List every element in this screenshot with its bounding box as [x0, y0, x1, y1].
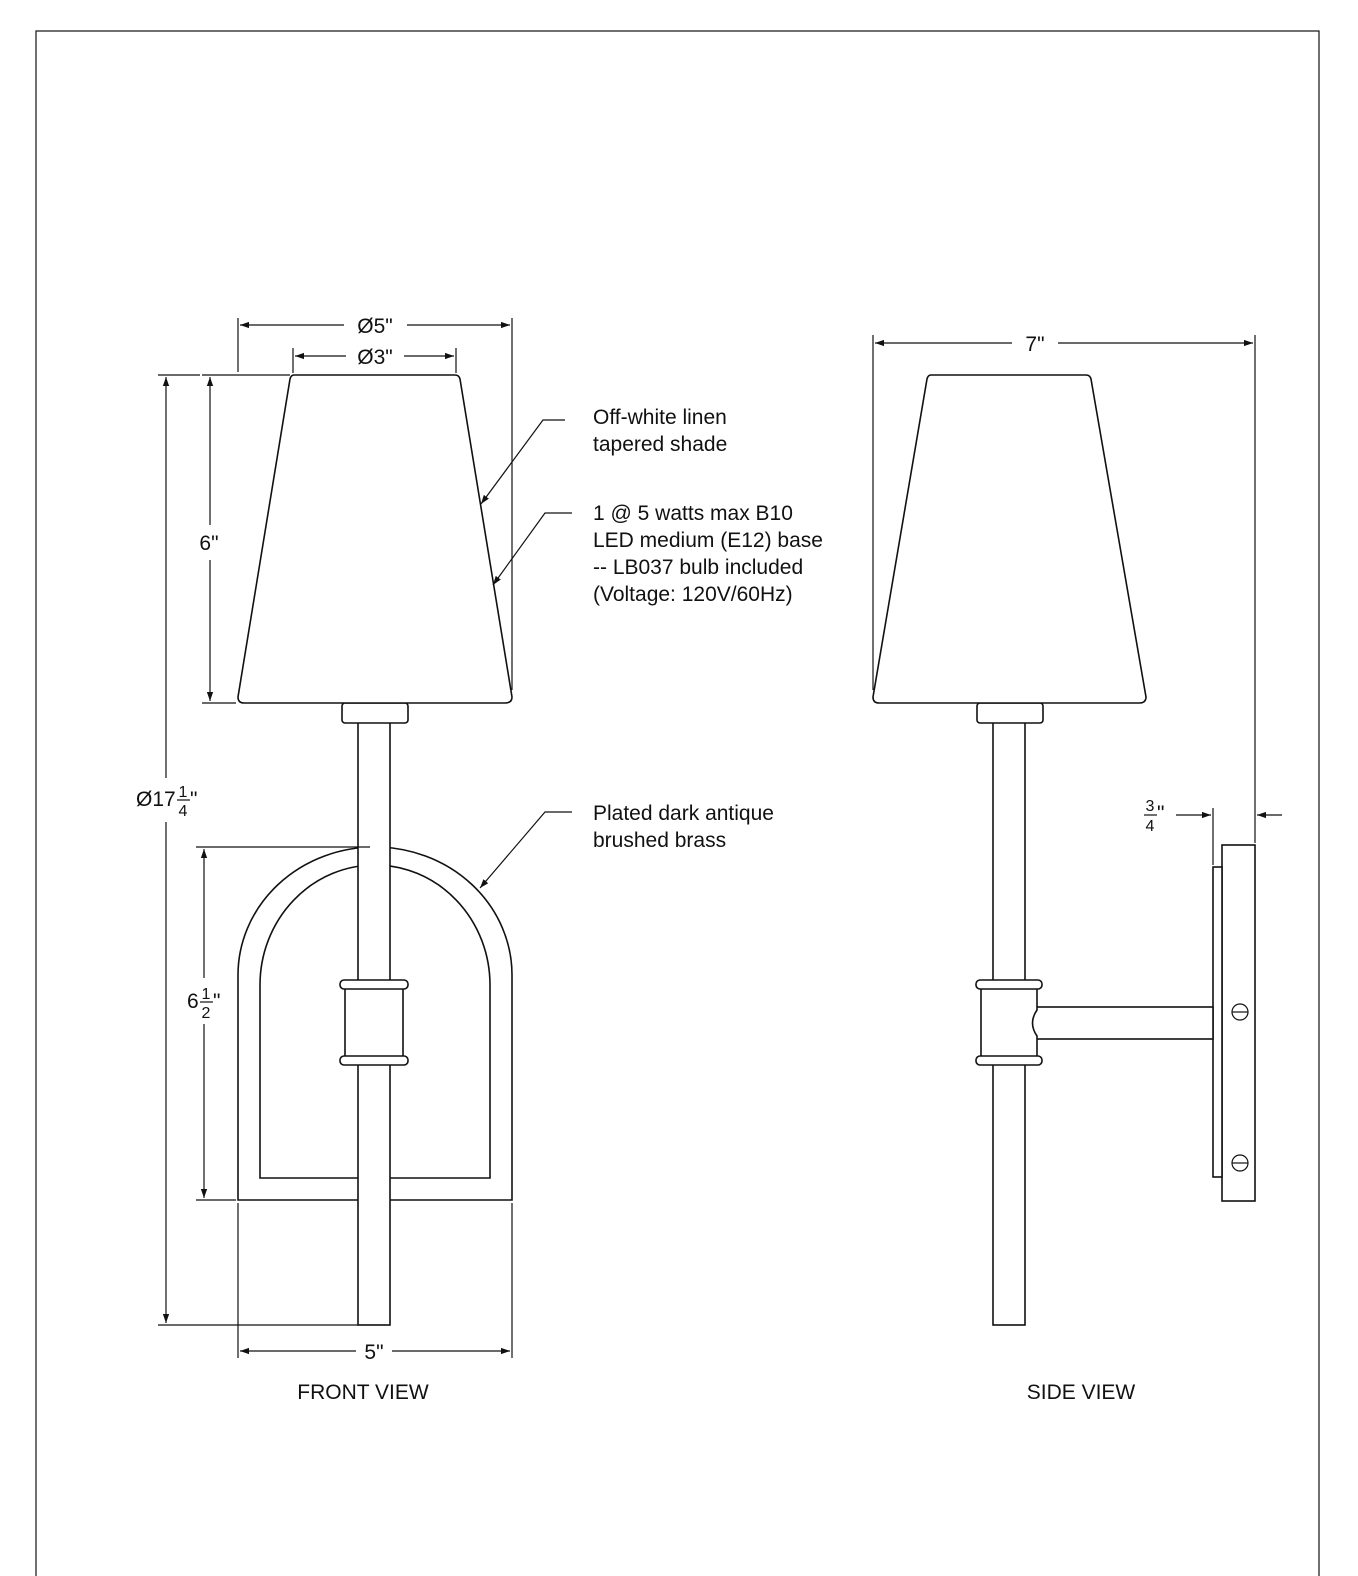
support-arm — [1030, 1007, 1213, 1039]
leader-shade — [481, 420, 565, 504]
dim-overall-height-whole: Ø17 — [136, 788, 176, 811]
note-bulb-line-4: (Voltage: 120V/60Hz) — [593, 583, 793, 606]
front-view-caption: FRONT VIEW — [297, 1381, 429, 1404]
tapered-shade — [238, 375, 512, 703]
dim-shade-height-label: 6" — [199, 532, 219, 555]
leader-bulb — [493, 513, 572, 585]
dim-backplate-height-num: 1 — [201, 986, 211, 1003]
note-bulb-line-3: -- LB037 bulb included — [593, 556, 804, 579]
dim-shade-top-label: Ø5" — [357, 315, 393, 338]
dim-overall-height-den: 4 — [178, 803, 188, 820]
dim-overall-height — [136, 784, 197, 820]
side-socket-cup — [977, 703, 1043, 723]
collar-ring-top — [340, 980, 408, 989]
note-finish-line-2: brushed brass — [593, 829, 727, 852]
dim-overall-height-unit: " — [190, 788, 198, 811]
note-bulb-line-2: LED medium (E12) base — [593, 529, 823, 552]
side-collar — [981, 985, 1037, 1061]
note-shade-line-2: tapered shade — [593, 433, 728, 456]
side-view-caption: SIDE VIEW — [1026, 1381, 1136, 1404]
dim-plate-depth — [1144, 798, 1164, 835]
leader-finish — [480, 812, 572, 888]
dim-plate-depth-den: 4 — [1145, 818, 1155, 835]
note-bulb-line-1: 1 @ 5 watts max B10 — [593, 502, 793, 525]
wall-plate — [1222, 845, 1255, 1201]
spec-notes — [593, 406, 823, 852]
dim-backplate-height — [187, 986, 220, 1022]
note-finish-line-1: Plated dark antique — [593, 802, 774, 825]
center-collar — [345, 985, 403, 1061]
dim-width-label: 5" — [364, 1341, 384, 1364]
side-view — [873, 333, 1282, 1404]
dim-plate-depth-num: 3 — [1145, 798, 1155, 815]
collar-ring-bottom — [340, 1056, 408, 1065]
side-tapered-shade — [873, 375, 1146, 703]
dim-backplate-height-den: 2 — [201, 1005, 211, 1022]
dim-extension-label: 7" — [1025, 333, 1045, 356]
wall-plate-edge — [1213, 867, 1222, 1177]
note-shade-line-1: Off-white linen — [593, 406, 727, 429]
socket-cup — [342, 703, 408, 723]
dim-shade-inner-label: Ø3" — [357, 346, 393, 369]
dim-plate-depth-unit: " — [1157, 802, 1165, 825]
front-view — [136, 315, 572, 1404]
dim-backplate-height-unit: " — [213, 990, 221, 1013]
dim-overall-height-num: 1 — [178, 784, 188, 801]
dim-backplate-height-whole: 6 — [187, 990, 199, 1013]
